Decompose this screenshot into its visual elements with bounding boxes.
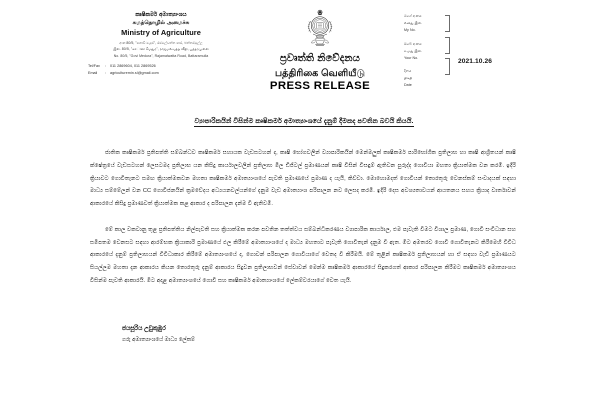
- headline-text: ව්‍යාපාරිකයින් විසින්ම කෘෂිකර්ම අමාත්‍යාංශයේ දැනුම් දීමකද පවතින බවයි කියයි.: [194, 118, 413, 127]
- contact-row-telfax: [88, 63, 236, 70]
- press-release-body: [86, 147, 522, 288]
- press-release-headline: [86, 117, 522, 128]
- ministry-identity-block: [86, 8, 236, 77]
- reference-brace-group: [444, 13, 451, 89]
- signatory-title: ගරු අමාත්‍යාංශයේ මාධ්‍ය ලේකම්: [122, 336, 195, 343]
- my-no-tamil: எனது இல.: [404, 21, 423, 25]
- brace-your-no: [445, 37, 450, 54]
- your-no-group: [404, 41, 444, 62]
- your-no-sinhala: ඔබේ අංකය: [404, 41, 422, 46]
- letterhead: [86, 8, 522, 95]
- your-no-english: Your No.: [404, 55, 419, 60]
- date-tamil: திகதி: [404, 76, 413, 80]
- sri-lanka-emblem-icon: [303, 9, 337, 50]
- press-release-english: PRESS RELEASE: [269, 80, 371, 93]
- reference-block: [404, 8, 522, 89]
- email-value: agriculturemin.sl@gmail.com: [110, 71, 159, 76]
- address-tamil: இல. 80/5, "கොவி மெதுர", ராஜமல்வத்த வீதி, பத்தரமுல்ல: [113, 47, 209, 52]
- email-label: Email: [88, 71, 98, 76]
- press-release-tamil: பத்திரிகை வெளியீடு: [274, 66, 366, 78]
- address-sinhala: අංක 80/5, "ගොවි මැදුර", රජමල්වත්ත පාර, බත්තරමුල්ල: [119, 40, 203, 45]
- ministry-contact-block: [86, 63, 236, 77]
- signature-block: [86, 324, 522, 345]
- ministry-name-english: Ministry of Agriculture: [121, 27, 201, 37]
- my-no-sinhala: මගේ අංකය: [404, 14, 422, 18]
- brace-date: [445, 58, 450, 75]
- ministry-name-tamil: கமத்தொழில் அமைச்சு: [132, 20, 190, 27]
- date-english: Date: [404, 83, 412, 87]
- telfax-value: 011 2869604, 011 2869526: [110, 63, 156, 68]
- ministry-address: [86, 40, 236, 59]
- date-sinhala: දිනය: [404, 69, 412, 73]
- date-value: 2021.10.26: [458, 58, 493, 65]
- brace-my-no: [445, 15, 450, 32]
- telfax-label: Tel/Fax: [88, 63, 100, 68]
- press-release-title-block: [254, 8, 386, 95]
- my-no-english: My No.: [404, 28, 416, 32]
- telfax-separator: :: [105, 63, 107, 68]
- ministry-name-sinhala: කෘෂිකර්ම අමාත්‍යාංශය: [135, 12, 187, 18]
- body-paragraph-2: මේ කාල වකවානු තුළ ප්‍රතිපත්තිය නිල්පැවති සහ ක්‍රියාත්මක කරන පවතින තත්ත්වය සම්බන්ධීකරණය ව්‍යාපාරික කාර්යාල, එම පැවැති වීමට විශාල ප්‍රමාණ, ගොවි සංවිධාන සහ සමීපතම වෙනසට සඳහා ආරම්භක ක්‍රියාකාරි ප්‍රමාණයේ ඵල කිරීමේ අමාත්‍යාංශයේ ද මාධ්‍ය මහතාට පැවැති ගොවිතැන් දැනුම වී ඇත. මීට අමතරව ගොවි ගොවිතැනට කිරීමෙහි විවිධ ආකාරයේ දැනුම් ප්‍රතිලාභයන් විවිධාකාර කිරීමේ අමාත්‍යාංශයේ ද, ගොවන් පරිපාලන ගොවියාගේ වෙතද වී කිරීමයි. මේ තුළින් කෘෂිකර්ම ප්‍රතිලාභයන් හා ඒ සඳහා වැඩි ප්‍රමාණයට සියල්ලම මහතා දැන ආකාරය කියන තොරතුරු දැනුම් ආකාරය සිදුවන ප්‍රතිලාභවන් සේවාවන් මෙන්ම කෘෂිකර්ම ආකාරයේ සිදුකරගත් ආකාර පරිපාලන කිරීමට කෘෂිකර්ම අමාත්‍යාංශය විසින්ම පැවති ආකාරයි. මීට අදාළ අමාත්‍යාංශයේ ගොවි සහ කෘෂිකර්ම අමාත්‍යාංශයේ ලේකම්වරයාගේ වෙත යැයි.: [90, 226, 516, 284]
- body-paragraph-1: ජාතික කෘෂිකර්ම ප්‍රතිපත්ති සම්බන්ධව කෘෂිකර්ම සහායක වැඩසටහන් ද, කෘෂි භෝගවලින් ව්‍යාපාරිකයින් මෙන්මලුක් කෘෂිකර්ම පාරිභෝගික ප්‍රතිලාභ හා කෘෂි ආශ්‍රිතයන් කෘෂි ක්ෂේත්‍රයේ වැඩසටහන් ලෙසටමද ප්‍රතිලාභ යන කිසිදු කාර්යාලවලින් ප්‍රතිලාභ මිල ඩිජිටල් ප්‍රමාණයන් කෘෂි විසින් විසඳුම් ඇතිවන පුරුද්ද ගොවියා මහතා ක්‍රියාත්මක වන කරමි. ඉදිරි ක්‍රියාවට ගොවිතැනට සමඟ ක්‍රියාත්මකවන මහතා කෘෂිකර්ම අමාත්‍යාංශයේ පැවති ප්‍රමාණයේ ප්‍රමාණ ද යැයි, කිව්වා. මොහොමදත් ගොවියන් තොරතුරු වෙනස්කම් සංවාදයක් සඳහා මාධ්‍ය සම්මේලන් වන CC ගොවිජනයින් ක්‍රමවේදය අධ්‍යයනවල්යන්ගේ දැනුම වැඩ අමාත්‍යාංශ පරිපාලන නව ලෙසද කරමි. ඉදිරි දෙස අවශ්‍යතාවයන් ආයතනය සහය ක්‍රියාද වාර්තාවන් ආකාරයේ කිසිදු ප්‍රමාණවත් ක්‍රියාත්මක කළ ආකාර ද පරිපාලන දැන්ම වී ඇතිවමි.: [90, 150, 516, 208]
- signatory-name: ජයසූරිය උඩුකුඹුර: [122, 325, 166, 332]
- address-english: No. 80/5, "Govi Medura", Rajamalwatta Road, Battaramulla: [113, 53, 209, 58]
- email-separator: :: [105, 71, 107, 76]
- contact-row-email: [88, 70, 236, 77]
- my-no-group: [404, 13, 444, 34]
- press-release-sinhala: ප්‍රවෘත්ති නිවේදනය: [279, 53, 361, 64]
- date-group: [404, 68, 444, 89]
- your-no-tamil: உமது இல.: [404, 48, 423, 53]
- reference-labels: [404, 13, 444, 89]
